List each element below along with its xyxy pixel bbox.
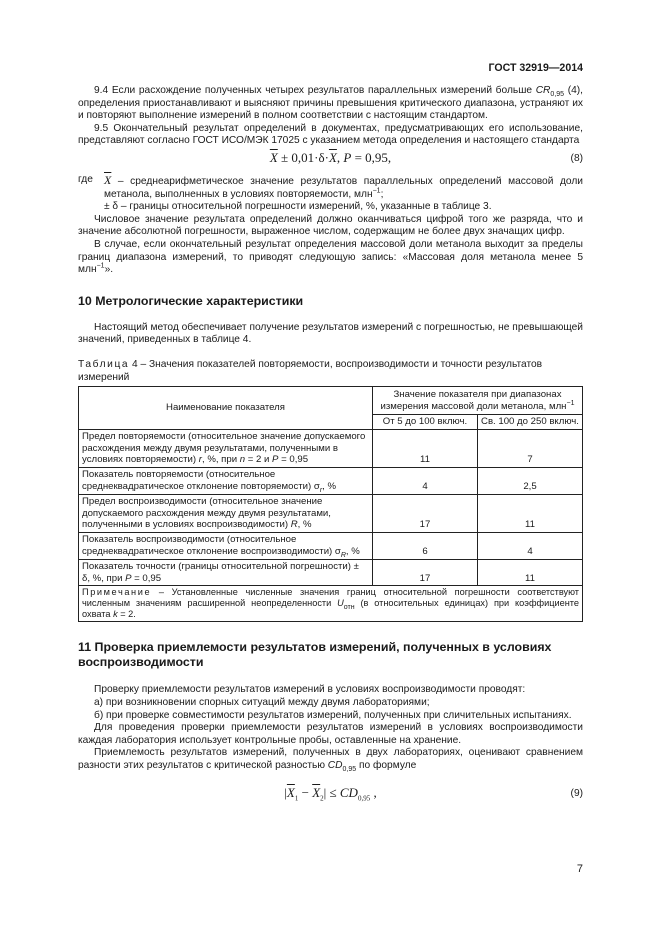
section-10-paragraph: Настоящий метод обеспечивает получение результатов измерений с погрешностью, не превышающей значений, приведенных в таблице 4. — [78, 321, 583, 346]
table-row — [79, 494, 583, 532]
paragraph-numeric-value: Числовое значение результата определений должно оканчиваться цифрой того же разряда, что и значение абсолютной погрешности, выраженное числом, содержащим не более двух значащих цифр. — [78, 213, 583, 238]
section-11-item-a: а) при возникновении спорных ситуаций между двумя лабораториями; — [94, 697, 430, 709]
paragraph-out-of-range: В случае, если окончательный результат определения массовой доли метанола выходит за пределы границ диапазона измерений, то приводят следующую запись: «Массовая доля метанола менее 5 млн$^{-1}$». — [78, 238, 583, 276]
row-label: Показатель повторяемости (относительное среднеквадратическое отклонение повторяемости) $\sigma_r$, % — [79, 468, 373, 495]
table-4 — [78, 386, 583, 622]
row-value-2: 4 — [478, 533, 583, 560]
row-value-2: 11 — [478, 559, 583, 586]
row-label: Показатель точности (границы относительной погрешности) ± δ, %, при P = 0,95 — [79, 559, 373, 586]
table-header-row — [79, 387, 583, 415]
row-label: Предел повторяемости (относительное значение допускаемого расхождения между двумя результатами, полученными в условиях повторяемости) r, %, при n = 2 и P = 0,95 — [79, 429, 373, 467]
row-value-1: 17 — [373, 494, 478, 532]
row-value-2: 2,5 — [478, 468, 583, 495]
paragraph-9-4: 9.4 Если расхождение полученных четырех результатов параллельных измерений больше $CR_{0,95}$ (4), определения приостанавливают и выясняют причины превышения критического диапазона, устраняют их и повторяют выполнение измерений в полном соответствии с настоящим стандартом. — [78, 85, 583, 122]
header-range-1: От 5 до 100 включ. — [373, 415, 478, 430]
header-range-group: Значение показателя при диапазонах измерения массовой доли метанола, млн$^{-1}$ — [373, 387, 583, 415]
table-row — [79, 559, 583, 586]
formula-9: $|\overline{X}_1 - \overline{X}_2| \le CD_{0,95}$ , (9) — [284, 784, 583, 803]
row-value-1: 11 — [373, 429, 478, 467]
row-value-1: 6 — [373, 533, 478, 560]
row-value-2: 7 — [478, 429, 583, 467]
document-code-header: ГОСТ 32919—2014 — [488, 62, 583, 74]
page-content — [78, 83, 583, 807]
row-value-1: 17 — [373, 559, 478, 586]
section-11-paragraph-5: Приемлемость результатов измерений, полученных в двух лабораториях, оценивают сравнением разности этих результатов с критической разностью $CD_{0,95}$ по формуле — [78, 747, 583, 774]
formula-8: $\overline{X} \pm 0,01\cdot\delta\cdot\overline{X}$, P = 0,95, (8) — [269, 149, 583, 165]
page-number: 7 — [576, 863, 583, 875]
row-value-2: 11 — [478, 494, 583, 532]
table-row — [79, 468, 583, 495]
row-label: Предел воспроизводимости (относительное значение допускаемого расхождения между двумя результатами, полученными в условиях воспроизводимости) R, % — [79, 494, 373, 532]
table-note-row — [79, 586, 583, 622]
table-row — [79, 429, 583, 467]
definition-x-mean: $\overline{X}$ – среднеарифметическое значение результатов параллельных определений массовой доли метанола, выполненных в условиях повторяемости, млн$^{-1}$; — [104, 172, 583, 200]
table-note: Примечание – Установленные численные значения границ относительной погрешности соответствуют численным значениям расширенной неопределенности $U_{отн}$ (в относительных единицах) при коэффициенте охвата k = 2. — [79, 586, 583, 622]
section-11-item-b: б) при проверке совместимости результатов измерений, полученных при сличительных испытаниях. — [94, 709, 572, 721]
definition-delta: ± δ – границы относительной погрешности измерений, %, указанные в таблице 3. — [104, 201, 492, 213]
header-range-2: Св. 100 до 250 включ. — [478, 415, 583, 430]
table-4-caption: Таблица 4 – Значения показателей повторяемости, воспроизводимости и точности результатов измерений — [78, 358, 543, 383]
section-11-paragraph-4: Для проведения проверки приемлемости результатов измерений в условиях воспроизводимости каждая лаборатория использует контрольные пробы, оставленные на хранение. — [78, 722, 583, 746]
section-10-title: 10 Метрологические характеристики — [78, 293, 304, 308]
paragraph-9-5: 9.5 Окончательный результат определений в документах, предусматривающих его использование, представляют согласно ГОСТ ИСО/МЭК 17025 с указанием метода определения и настоящего стандарта — [78, 122, 583, 147]
section-11-paragraph-1: Проверку приемлемости результатов измерений в условиях воспроизводимости проводят: — [94, 684, 526, 696]
table-row — [79, 533, 583, 560]
row-label: Показатель воспроизводимости (относительное среднеквадратическое отклонение воспроизводимости) $\sigma_R$, % — [79, 533, 373, 560]
where-definitions: где $\overline{X}$ – среднеарифметическое значение результатов параллельных определений массовой доли метанола, выполненных в условиях повторяемости, млн$^{-1}$; ± δ – границы относительной погрешности измерений, %, указанные в таблице 3. — [78, 172, 583, 213]
equation-number: (8) — [570, 152, 583, 164]
row-value-1: 4 — [373, 468, 478, 495]
equation-number: (9) — [570, 787, 583, 799]
header-indicator-name: Наименование показателя — [79, 387, 373, 430]
section-11-title: 11 Проверка приемлемости результатов измерений, полученных в условиях воспроизводимости — [78, 640, 552, 670]
